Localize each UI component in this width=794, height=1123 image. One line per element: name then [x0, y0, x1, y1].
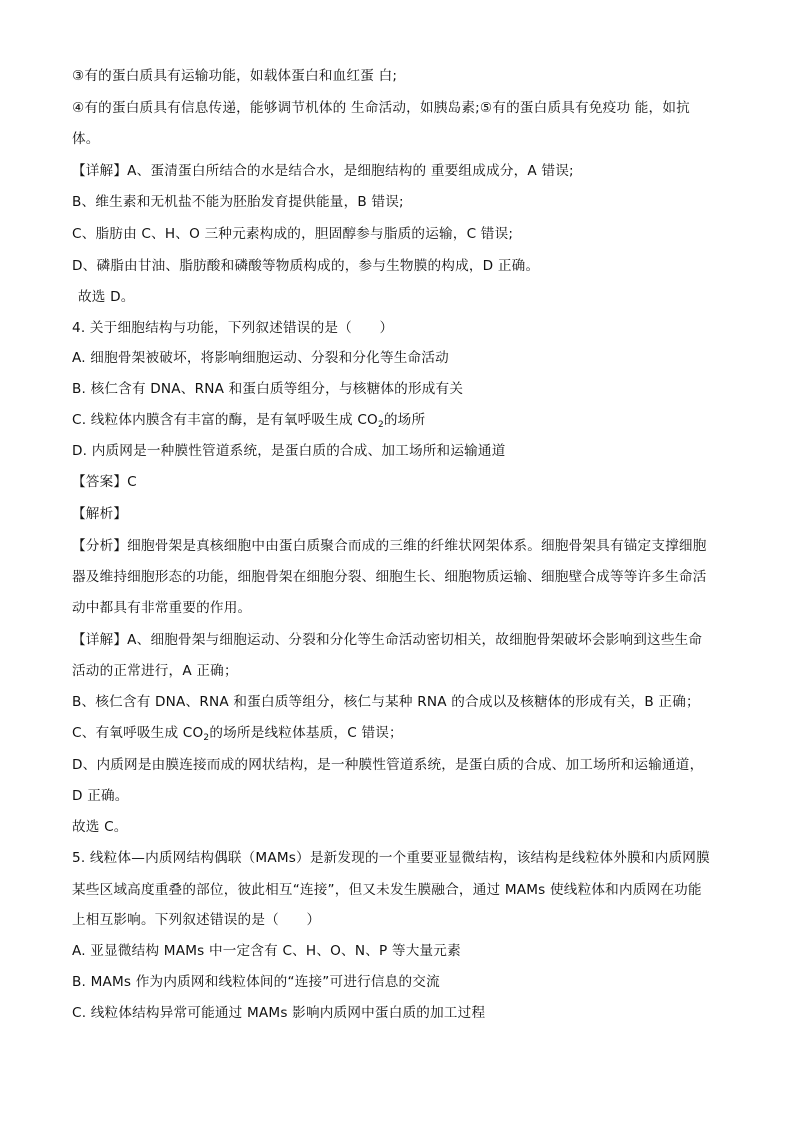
question-stem: 4. 关于细胞结构与功能，下列叙述错误的是（ ）: [72, 320, 394, 336]
subscript: 2: [377, 420, 384, 430]
text-line: 故选 D。: [78, 289, 135, 305]
text-line: 体。: [72, 131, 100, 147]
option-a: A. 细胞骨架被破坏，将影响细胞运动、分裂和分化等生命活动: [72, 350, 449, 366]
text-line: C、脂肪由 C、H、O 三种元素构成的，胆固醇参与脂质的运输，C 错误;: [72, 226, 514, 242]
question-stem: 5. 线粒体—内质网结构偶联（MAMs）是新发现的一个重要亚显微结构，该结构是线粒体外膜和内质网膜: [72, 850, 710, 866]
text-line: D、内质网是由膜连接而成的网状结构，是一种膜性管道系统，是蛋白质的合成、加工场所和运输通道，: [72, 757, 704, 773]
text-line: ③有的蛋白质具有运输功能，如载体蛋白和血红蛋 白;: [72, 68, 398, 84]
subscript: 2: [203, 733, 210, 743]
text-line: B、核仁含有 DNA、RNA 和蛋白质等组分，核仁与某种 RNA 的合成以及核糖体的形成有关，B 正确；: [72, 694, 700, 710]
question-stem: 上相互影响。下列叙述错误的是（ ）: [72, 912, 321, 928]
text-line: 【详解】A、细胞骨架与细胞运动、分裂和分化等生命活动密切相关，故细胞骨架破坏会影响到这些生命: [72, 632, 703, 648]
text-segment-tail: 的场所是线粒体基质，C 错误；: [209, 725, 403, 741]
option-c: C. 线粒体结构异常可能通过 MAMs 影响内质网中蛋白质的加工过程: [72, 1005, 486, 1021]
answer-label: 【答案】C: [72, 474, 137, 490]
text-segment: C、有氧呼吸生成 CO: [72, 725, 204, 741]
text-line: 活动的正常进行，A 正确；: [72, 663, 238, 679]
option-b: B. 核仁含有 DNA、RNA 和蛋白质等组分，与核糖体的形成有关: [72, 381, 464, 397]
analysis-heading: 【解析】: [72, 506, 128, 522]
option-c-text: C. 线粒体内膜含有丰富的酶，是有氧呼吸生成 CO: [72, 412, 378, 428]
question-stem: 某些区域高度重叠的部位，彼此相互“连接”，但又未发生膜融合，通过 MAMs 使线粒体和内质网在功能: [72, 882, 702, 898]
text-line: [72, 723, 732, 748]
text-line: B、维生素和无机盐不能为胚胎发育提供能量，B 错误;: [72, 194, 404, 210]
text-line: 器及维持细胞形态的功能，细胞骨架在细胞分裂、细胞生长、细胞物质运输、细胞壁合成等等许多生命活: [72, 569, 707, 585]
text-line: 故选 C。: [72, 819, 128, 835]
option-d: D. 内质网是一种膜性管道系统，是蛋白质的合成、加工场所和运输通道: [72, 443, 506, 459]
option-a: A. 亚显微结构 MAMs 中一定含有 C、H、O、N、P 等大量元素: [72, 943, 461, 959]
text-line: D、磷脂由甘油、脂肪酸和磷酸等物质构成的，参与生物膜的构成，D 正确。: [72, 258, 540, 274]
option-b: B. MAMs 作为内质网和线粒体间的“连接”可进行信息的交流: [72, 974, 440, 990]
text-line: ④有的蛋白质具有信息传递，能够调节机体的 生命活动，如胰岛素;⑤有的蛋白质具有免疫功 能，如抗: [72, 100, 690, 116]
text-line: 【分析】细胞骨架是真核细胞中由蛋白质聚合而成的三维的纤维状网架体系。细胞骨架具有锚定支撑细胞: [72, 538, 707, 554]
option-c: [72, 410, 732, 435]
text-line: 【详解】A、蛋清蛋白所结合的水是结合水，是细胞结构的 重要组成成分，A 错误;: [72, 163, 574, 179]
text-line: 动中都具有非常重要的作用。: [72, 600, 252, 616]
text-line: D 正确。: [72, 788, 129, 804]
option-c-text-tail: 的场所: [383, 412, 426, 428]
